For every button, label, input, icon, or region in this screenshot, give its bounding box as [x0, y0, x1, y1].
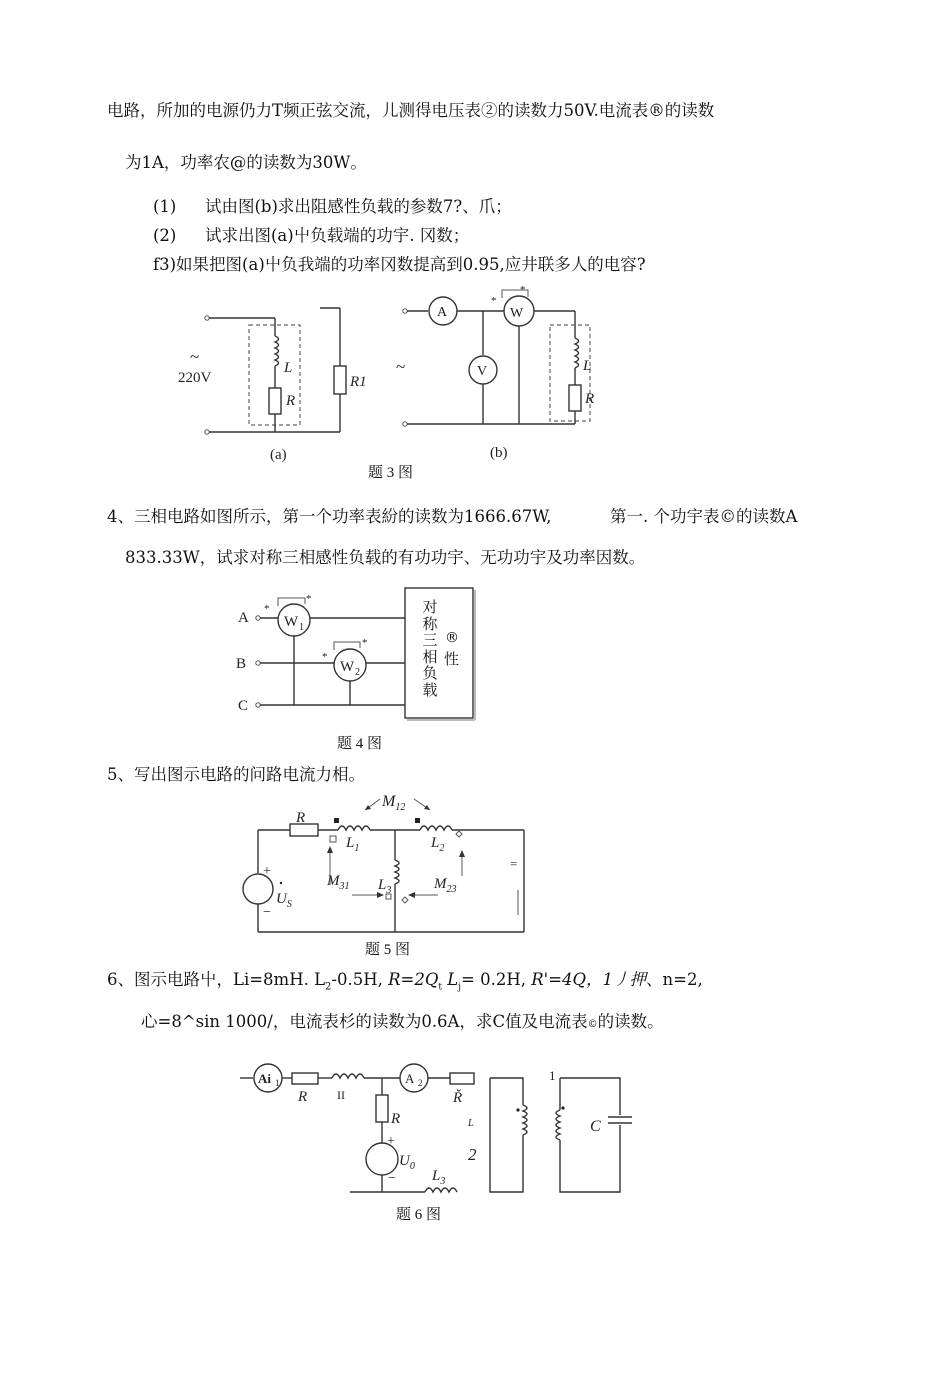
p6-l2-b: 的读数。 — [597, 1012, 664, 1031]
load-char-side: 性 — [444, 650, 460, 668]
transformer-secondary — [556, 1110, 560, 1140]
us-sub: S — [286, 899, 292, 910]
transformer-primary — [523, 1105, 527, 1135]
u0-main: U — [399, 1153, 410, 1169]
p6-l1-a: 6、图示电路屮，Li=8mH. L — [107, 970, 326, 989]
m23-main: M — [434, 876, 447, 892]
r-label: R — [296, 810, 306, 826]
two-label: 2 — [468, 1145, 477, 1164]
load-char-6: 载 — [422, 680, 438, 699]
label-b: (b) — [490, 445, 508, 461]
m31-sub: 31 — [339, 881, 350, 892]
p6-l1-b: -0.5H, — [331, 970, 389, 989]
w2-main: W — [340, 659, 355, 675]
resistor-label-a: R — [286, 393, 296, 409]
l2-main: L — [431, 835, 440, 851]
c-label: C — [590, 1118, 601, 1135]
r1-label: R1 — [350, 374, 367, 390]
phase-b-label: B — [236, 656, 247, 672]
ii-label: II — [337, 1088, 345, 1102]
figure-3-caption: 题 3 图 — [368, 465, 414, 481]
p3-q3-text: f3)如果把图(a)屮负我端的功率冈数提高到0.95,应井联多人的电容? — [153, 255, 646, 274]
w1-star-1: * — [264, 603, 270, 615]
p5-line-1: 5、写出图示电路的问路电流力相。 — [107, 765, 365, 784]
l3-sub: 3 — [386, 885, 392, 896]
inductor-l1 — [332, 1074, 364, 1078]
p6-l1-c: R=2Q — [388, 970, 439, 989]
u0-sub: 0 — [409, 1161, 415, 1172]
inductor-l3 — [425, 1188, 457, 1192]
stray-mark: = — [510, 856, 518, 871]
load-mark: ® — [445, 630, 459, 646]
load-char-2: 称 — [422, 614, 438, 633]
p3-q2-number: (2) — [153, 226, 177, 245]
a2-sub: 2 — [418, 1078, 423, 1088]
load-char-1: 对 — [422, 598, 438, 616]
a1-sub: 1 — [275, 1078, 280, 1088]
w1-main: W — [284, 614, 299, 630]
m12-sub: 12 — [395, 802, 406, 813]
inductor-label-a: L — [284, 360, 293, 376]
star-2: * — [520, 284, 526, 296]
phase-a-label: A — [238, 610, 249, 626]
ammeter-label: A — [437, 305, 448, 320]
source-symbol-b: ~ — [396, 357, 406, 376]
r3-label: Ř — [453, 1090, 463, 1106]
l3-main: L — [432, 1168, 441, 1184]
w2-sub: 2 — [355, 667, 360, 678]
m31-main: M — [327, 873, 340, 889]
p3-q2-text: 试求出图(a)屮负载端的功宇. 冈数； — [205, 226, 470, 245]
us-main: U — [276, 891, 287, 907]
label-a: (a) — [270, 447, 287, 463]
u0-minus: − — [388, 1171, 396, 1186]
p4-line-1-left: 4、三相电路如图所示，第一个功率表紛的读数为1666.67W, — [107, 507, 552, 526]
load-char-5: 负 — [422, 664, 438, 682]
r2-label: R — [391, 1111, 401, 1127]
svg-text:L3 — [431, 1168, 445, 1187]
figure-5-caption: 题 5 图 — [365, 942, 411, 958]
figure-4-caption: 题 4 图 — [337, 736, 383, 752]
l1-main: L — [346, 835, 355, 851]
w1-star-2: * — [306, 593, 312, 605]
voltmeter-label: V — [477, 364, 488, 379]
svg-text:U0 — [399, 1153, 415, 1172]
us-plus: + — [263, 864, 271, 879]
r-label: R — [298, 1089, 308, 1105]
p6-l1-sub2: 2 — [325, 981, 332, 993]
source-symbol: ~ — [190, 347, 200, 366]
p6-l1-g: 、n=2, — [646, 970, 703, 989]
l1-sub: 1 — [354, 843, 360, 854]
one-label: 1 — [549, 1068, 556, 1083]
source-voltage: 220V — [178, 370, 212, 386]
p6-l1-d: L — [442, 970, 459, 989]
p3-line-1: 电路，所加的电源仍力T频正弦交流，儿测得电压表②的读数力50V.电流表®的读数 — [107, 101, 715, 120]
star-1: * — [491, 295, 497, 307]
w2-star-1: * — [322, 651, 328, 663]
p3-line-2: 为1A，功率农@的读数为30W。 — [125, 153, 367, 172]
resistor-r-prime — [450, 1073, 474, 1084]
l3-main: L — [378, 877, 387, 893]
l-small-label: L — [468, 1118, 474, 1129]
l3-sub: 3 — [440, 1176, 446, 1187]
m12-main: M — [382, 793, 396, 810]
a2-main: A — [405, 1071, 415, 1086]
w1-sub: 1 — [299, 622, 304, 633]
p6-l2-a: 心=8^sin 1000/，电流表杉的读数为0.6A，求C值及电流表 — [141, 1012, 588, 1031]
resistor-r2 — [376, 1095, 388, 1122]
figure-6-caption: 题 6 图 — [396, 1207, 442, 1223]
p3-q1-text: 试由图(b)求出阻感性负载的参数7?、爪； — [205, 197, 512, 216]
p3-q1-number: (1) — [153, 197, 177, 216]
l2-sub: 2 — [439, 843, 445, 854]
load-char-3: 三 — [422, 631, 438, 649]
p6-l1-f: R'=4Q，1丿押 — [531, 970, 647, 989]
u0-plus: + — [387, 1134, 395, 1149]
resistor-r — [292, 1073, 318, 1084]
p4-line-1-right: 第一. 个功宇表©的读数A — [610, 507, 798, 526]
wattmeter-label: W — [510, 306, 524, 321]
a1-main: Ai — [258, 1071, 271, 1086]
p6-l2-mark: © — [587, 1019, 598, 1030]
us-minus: − — [263, 905, 271, 920]
m23-sub: 23 — [446, 884, 457, 895]
inductor-label-b: L — [583, 358, 592, 374]
p6-l1-subt: t — [438, 982, 443, 993]
w2-star-2: * — [362, 637, 368, 649]
phase-c-label: C — [238, 698, 249, 714]
p6-l1-subj: j — [458, 982, 462, 993]
load-char-4: 相 — [422, 647, 438, 666]
p6-l1-e: = 0.2H, — [461, 970, 532, 989]
p4-line-2: 833.33W，试求对称三相感性负载的有功功宇、无功功宇及功率因数。 — [125, 548, 646, 567]
resistor-label-b: R — [585, 391, 595, 407]
